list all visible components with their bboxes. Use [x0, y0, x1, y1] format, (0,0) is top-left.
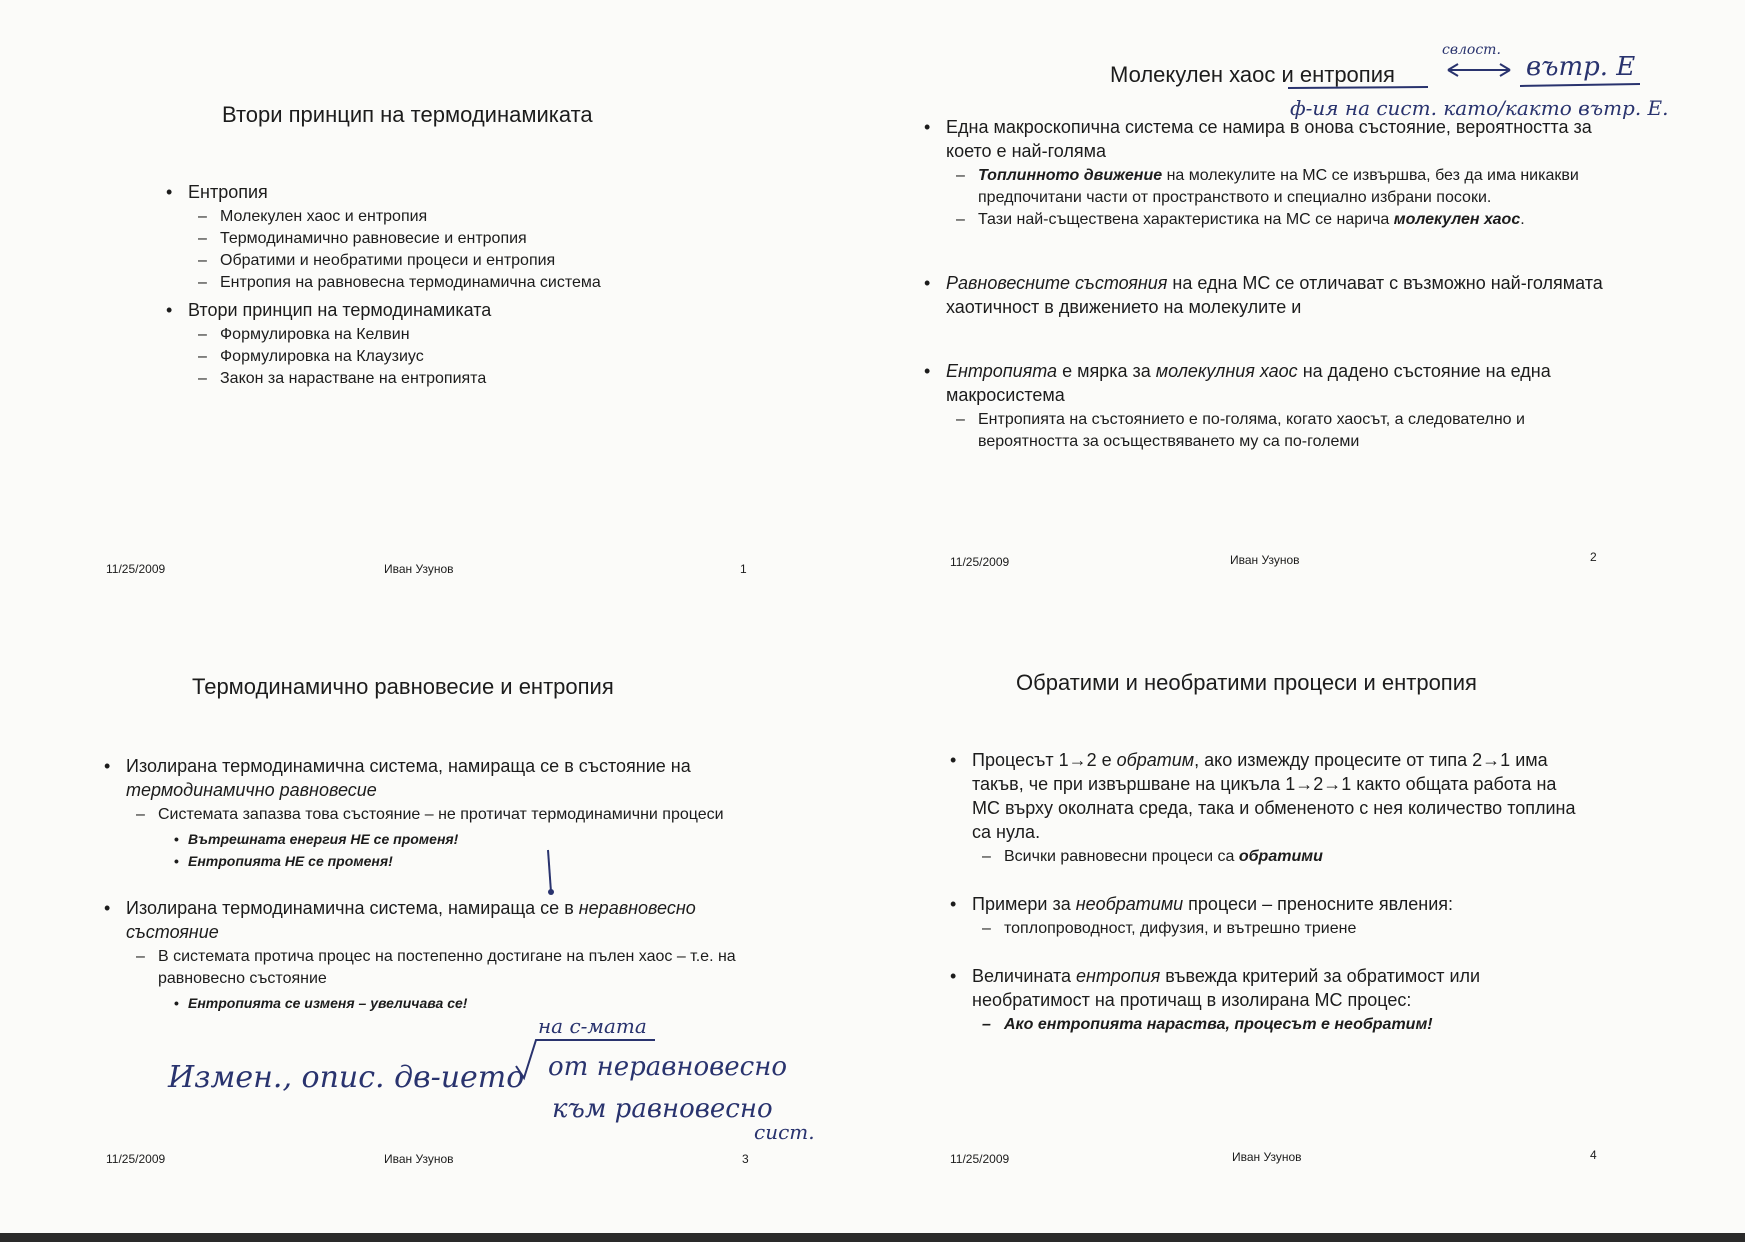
bullet-text: Всички равновесни процеси са	[1004, 848, 1239, 865]
bullet-text: Изолирана термодинамична система, намираща се в	[126, 898, 579, 918]
list-item: – Ентропията на състоянието е по-голяма, когато хаосът, а следователно и вероятността за осъществяването му са по-големи	[946, 409, 1610, 453]
footer-page-number: 1	[740, 562, 747, 576]
emphasis-text: молекулен хаос	[1393, 211, 1521, 228]
bullet-list	[920, 115, 1610, 457]
slide-title: Термодинамично равновесие и ентропия	[192, 674, 614, 699]
slide-2	[930, 50, 1650, 580]
list-item	[946, 892, 1586, 940]
handwritten-note: сист.	[754, 1120, 815, 1144]
emphasis-text: Равновесните състояния	[946, 273, 1168, 293]
bullet-list	[100, 754, 750, 1018]
list-item	[920, 115, 1610, 231]
list-item: • Вътрешната енергия НЕ се променя!	[158, 828, 750, 850]
list-item: – топлопроводност, дифузия, и вътрешно триене	[972, 918, 1586, 940]
handwritten-note: към равновесно	[552, 1094, 773, 1124]
list-item: – Ентропия на равновесна термодинамична система	[188, 272, 601, 294]
emphasis-text: Ентропията	[946, 361, 1058, 381]
handwritten-note: вътр. Е	[1526, 52, 1636, 82]
footer-date: 11/25/2009	[950, 555, 1010, 569]
handwritten-note: Измен., опис. дв-ието	[168, 1060, 525, 1095]
bullet-text: В системата протича процес на постепенно достигане на пълен хаос – т.е. на равновесно състояние	[158, 948, 736, 987]
list-item	[946, 748, 1586, 868]
slide-title: Обратими и необратими процеси и ентропия	[1016, 670, 1477, 695]
list-item: • Ентропията НЕ се променя!	[158, 850, 750, 872]
emphasis-text: обратими	[1238, 848, 1323, 865]
bullet-text: Процесът 1→2 е	[972, 750, 1117, 770]
bullet-text: е мярка за	[1057, 361, 1156, 381]
emphasis-text: ентропия	[1076, 966, 1161, 986]
footer-author: Иван Узунов	[1230, 553, 1300, 567]
list-item	[100, 754, 750, 872]
bullet-text: Една макроскопична система се намира в онова състояние, вероятността за което е най-голяма	[946, 117, 1592, 161]
slide-title: Втори принцип на термодинамиката	[222, 102, 593, 127]
list-item	[972, 846, 1586, 868]
list-item	[162, 298, 601, 390]
bullet-text: Втори принцип на термодинамиката	[188, 300, 492, 320]
footer-date: 11/25/2009	[950, 1152, 1010, 1166]
list-item: – Ако ентропията нараства, процесът е необратим!	[972, 1014, 1586, 1036]
footer-page-number: 2	[1590, 550, 1597, 564]
list-item	[126, 946, 750, 1014]
bullet-text: на една МС се отличават с възможно най-голямата хаотичност в движението на молекулите и	[946, 273, 1603, 317]
slide-title: Молекулен хаос и ентропия	[1110, 62, 1395, 87]
emphasis-text: неравновесно състояние	[126, 898, 696, 942]
slide-1	[100, 80, 820, 580]
list-item	[946, 964, 1586, 1036]
bullet-text: Величината	[972, 966, 1077, 986]
footer-author: Иван Узунов	[384, 1152, 454, 1166]
bullet-text: Системата запазва това състояние – не протичат термодинамични процеси	[158, 806, 724, 823]
list-item	[946, 165, 1610, 209]
list-item: – Обратими и необратими процеси и ентропия	[188, 250, 601, 272]
list-item: • Ентропията се изменя – увеличава се!	[158, 992, 750, 1014]
scan-bottom-edge	[0, 1233, 1745, 1242]
emphasis-text: необратими	[1075, 894, 1184, 914]
list-item: – Формулировка на Келвин	[188, 324, 601, 346]
handwritten-note: свлост.	[1442, 42, 1501, 58]
handwritten-note: ф-ия на сист. като/както вътр. Е.	[1290, 96, 1669, 120]
footer-author: Иван Узунов	[384, 562, 454, 576]
slide-4	[930, 660, 1650, 1180]
bullet-list	[946, 748, 1586, 1040]
list-item	[920, 359, 1610, 453]
handwritten-note: на с-мата	[538, 1014, 647, 1038]
list-item	[920, 271, 1610, 319]
footer-page-number: 3	[742, 1152, 749, 1166]
bullet-list	[162, 180, 601, 394]
footer-date: 11/25/2009	[106, 1152, 166, 1166]
list-item	[100, 896, 750, 1014]
bullet-text: на дадено състояние на една макросистема	[946, 361, 1551, 405]
emphasis-text: обратим	[1116, 750, 1195, 770]
list-item: – Формулировка на Клаузиус	[188, 346, 601, 368]
bullet-text: Тази най-съществена характеристика на МС се нарича	[978, 211, 1394, 228]
footer-date: 11/25/2009	[106, 562, 166, 576]
list-item	[946, 209, 1610, 231]
bullet-text: .	[1520, 211, 1525, 228]
bullet-text: процеси – преносните явления:	[1183, 894, 1454, 914]
bullet-text: , ако измежду процесите от типа 2→1 има такъв, че при извършване на цикъла 1→2→1 както общата работа на МС върху околната среда, така и обмененото с нея количество топлина са нула.	[972, 750, 1576, 842]
list-item	[126, 804, 750, 872]
footer-page-number: 4	[1590, 1148, 1597, 1162]
emphasis-text: Топлинното движение	[978, 167, 1163, 184]
list-item: – Термодинамично равновесие и ентропия	[188, 228, 601, 250]
bullet-text: Ентропия	[188, 182, 268, 202]
handwritten-note: от неравновесно	[548, 1052, 788, 1082]
list-item: – Закон за нарастване на ентропията	[188, 368, 601, 390]
footer-author: Иван Узунов	[1232, 1150, 1302, 1164]
emphasis-text: термодинамично равновесие	[126, 780, 377, 800]
bullet-text: Примери за	[972, 894, 1076, 914]
list-item	[162, 180, 601, 294]
bullet-text: Изолирана термодинамична система, намираща се в състояние на	[126, 756, 691, 776]
emphasis-text: молекулния хаос	[1155, 361, 1298, 381]
bullet-text: на молекулите на МС се извършва, без да има никакви предпочитани части от пространството и специално избрани посоки.	[978, 167, 1579, 206]
bullet-text: въвежда критерий за обратимост или необратимост на протичащ в изолирана МС процес:	[972, 966, 1481, 1010]
list-item: – Молекулен хаос и ентропия	[188, 206, 601, 228]
